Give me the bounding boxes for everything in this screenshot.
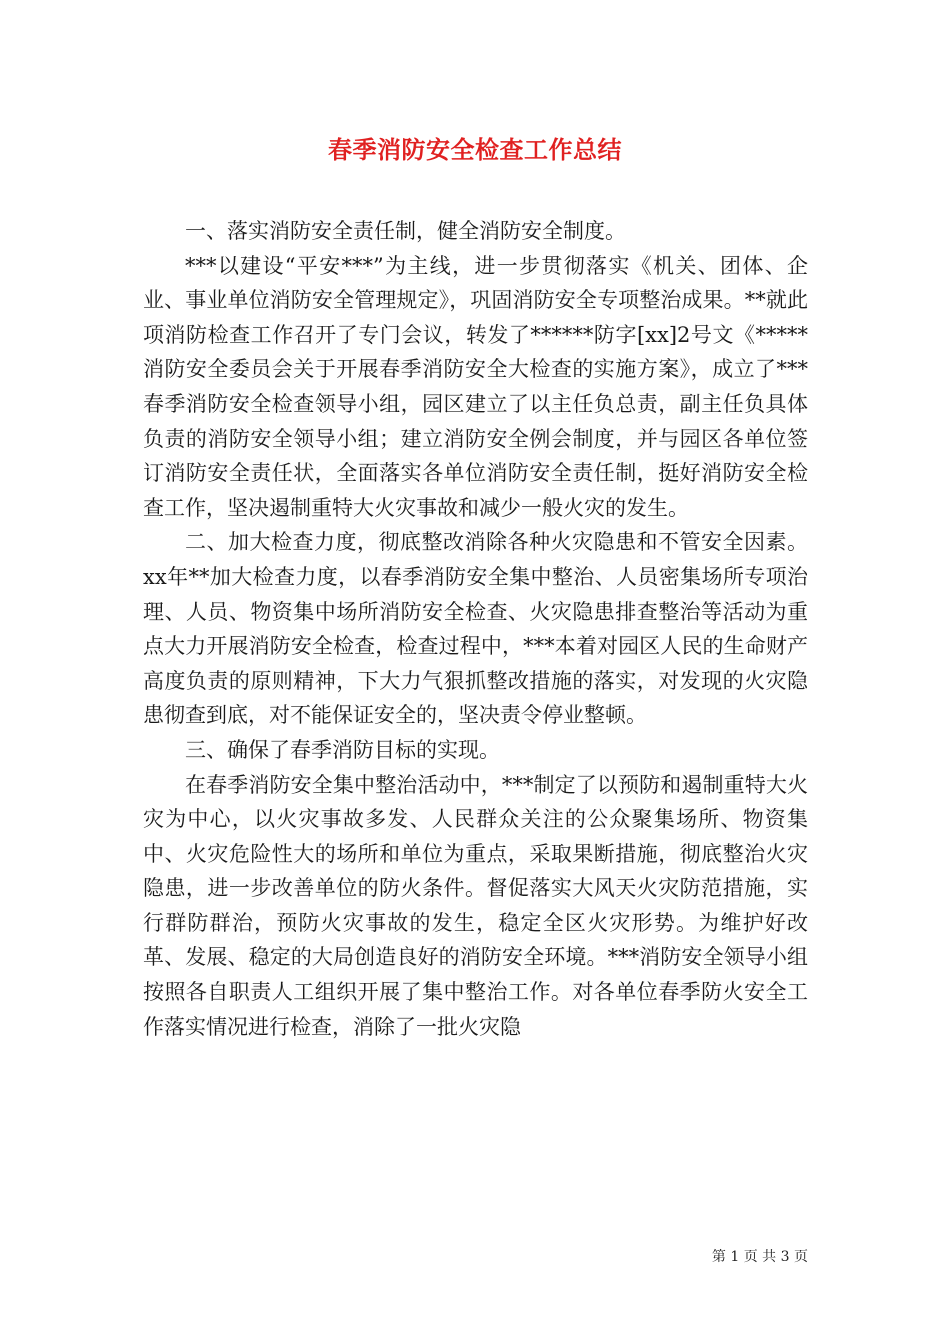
- document-title: 春季消防安全检查工作总结: [328, 135, 622, 164]
- section-heading-1: 一、落实消防安全责任制，健全消防安全制度。: [185, 219, 626, 243]
- body-paragraph: ***以建设“平安***”为主线，进一步贯彻落实《机关、团体、企业、事业单位消防安全管理规定》，巩固消防安全专项整治成果。**就此项消防检查工作召开了专门会议，转发了******防字[xx]2号文《*****消防安全委员会关于开展春季消防安全大检查的实施方案》，成立了***春季消防安全检查领导小组，园区建立了以主任负总责，副主任负具体负责的消防安全领导小组；建立消防安全例会制度，并与园区各单位签订消防安全责任状，全面落实各单位消防安全责任制，挺好消防安全检查工作，坚决遏制重特大火灾事故和减少一般火灾的发生。: [143, 253, 808, 520]
- section-heading-2: 二、加大检查力度，彻底整改消除各种火灾隐患和不管安全因素。xx年**加大检查力度，以春季消防安全集中整治、人员密集场所专项治理、人员、物资集中场所消防安全检查、火灾隐患排查整治等活动为重点大力开展消防安全检查，检查过程中，***本着对园区人民的生命财产高度负责的原则精神，下大力气狠抓整改措施的落实，对发现的火灾隐患彻查到底，对不能保证安全的，坚决责令停业整顿。: [143, 530, 808, 728]
- body-paragraph: 在春季消防安全集中整治活动中，***制定了以预防和遏制重特大火灾为中心，以火灾事故多发、人民群众关注的公众聚集场所、物资集中、火灾危险性大的场所和单位为重点，采取果断措施，彻底整治火灾隐患，进一步改善单位的防火条件。督促落实大风天火灾防范措施，实行群防群治，预防火灾事故的发生，稳定全区火灾形势。为维护好改革、发展、稳定的大局创造良好的消防安全环境。***消防安全领导小组按照各自职责人工组织开展了集中整治工作。对各单位春季防火安全工作落实情况进行检查，消除了一批火灾隐: [143, 772, 808, 1039]
- section-heading-3: 三、确保了春季消防目标的实现。: [185, 737, 500, 762]
- document-body: [143, 214, 808, 1044]
- page-number-footer: 第 1 页 共 3 页: [711, 1249, 808, 1265]
